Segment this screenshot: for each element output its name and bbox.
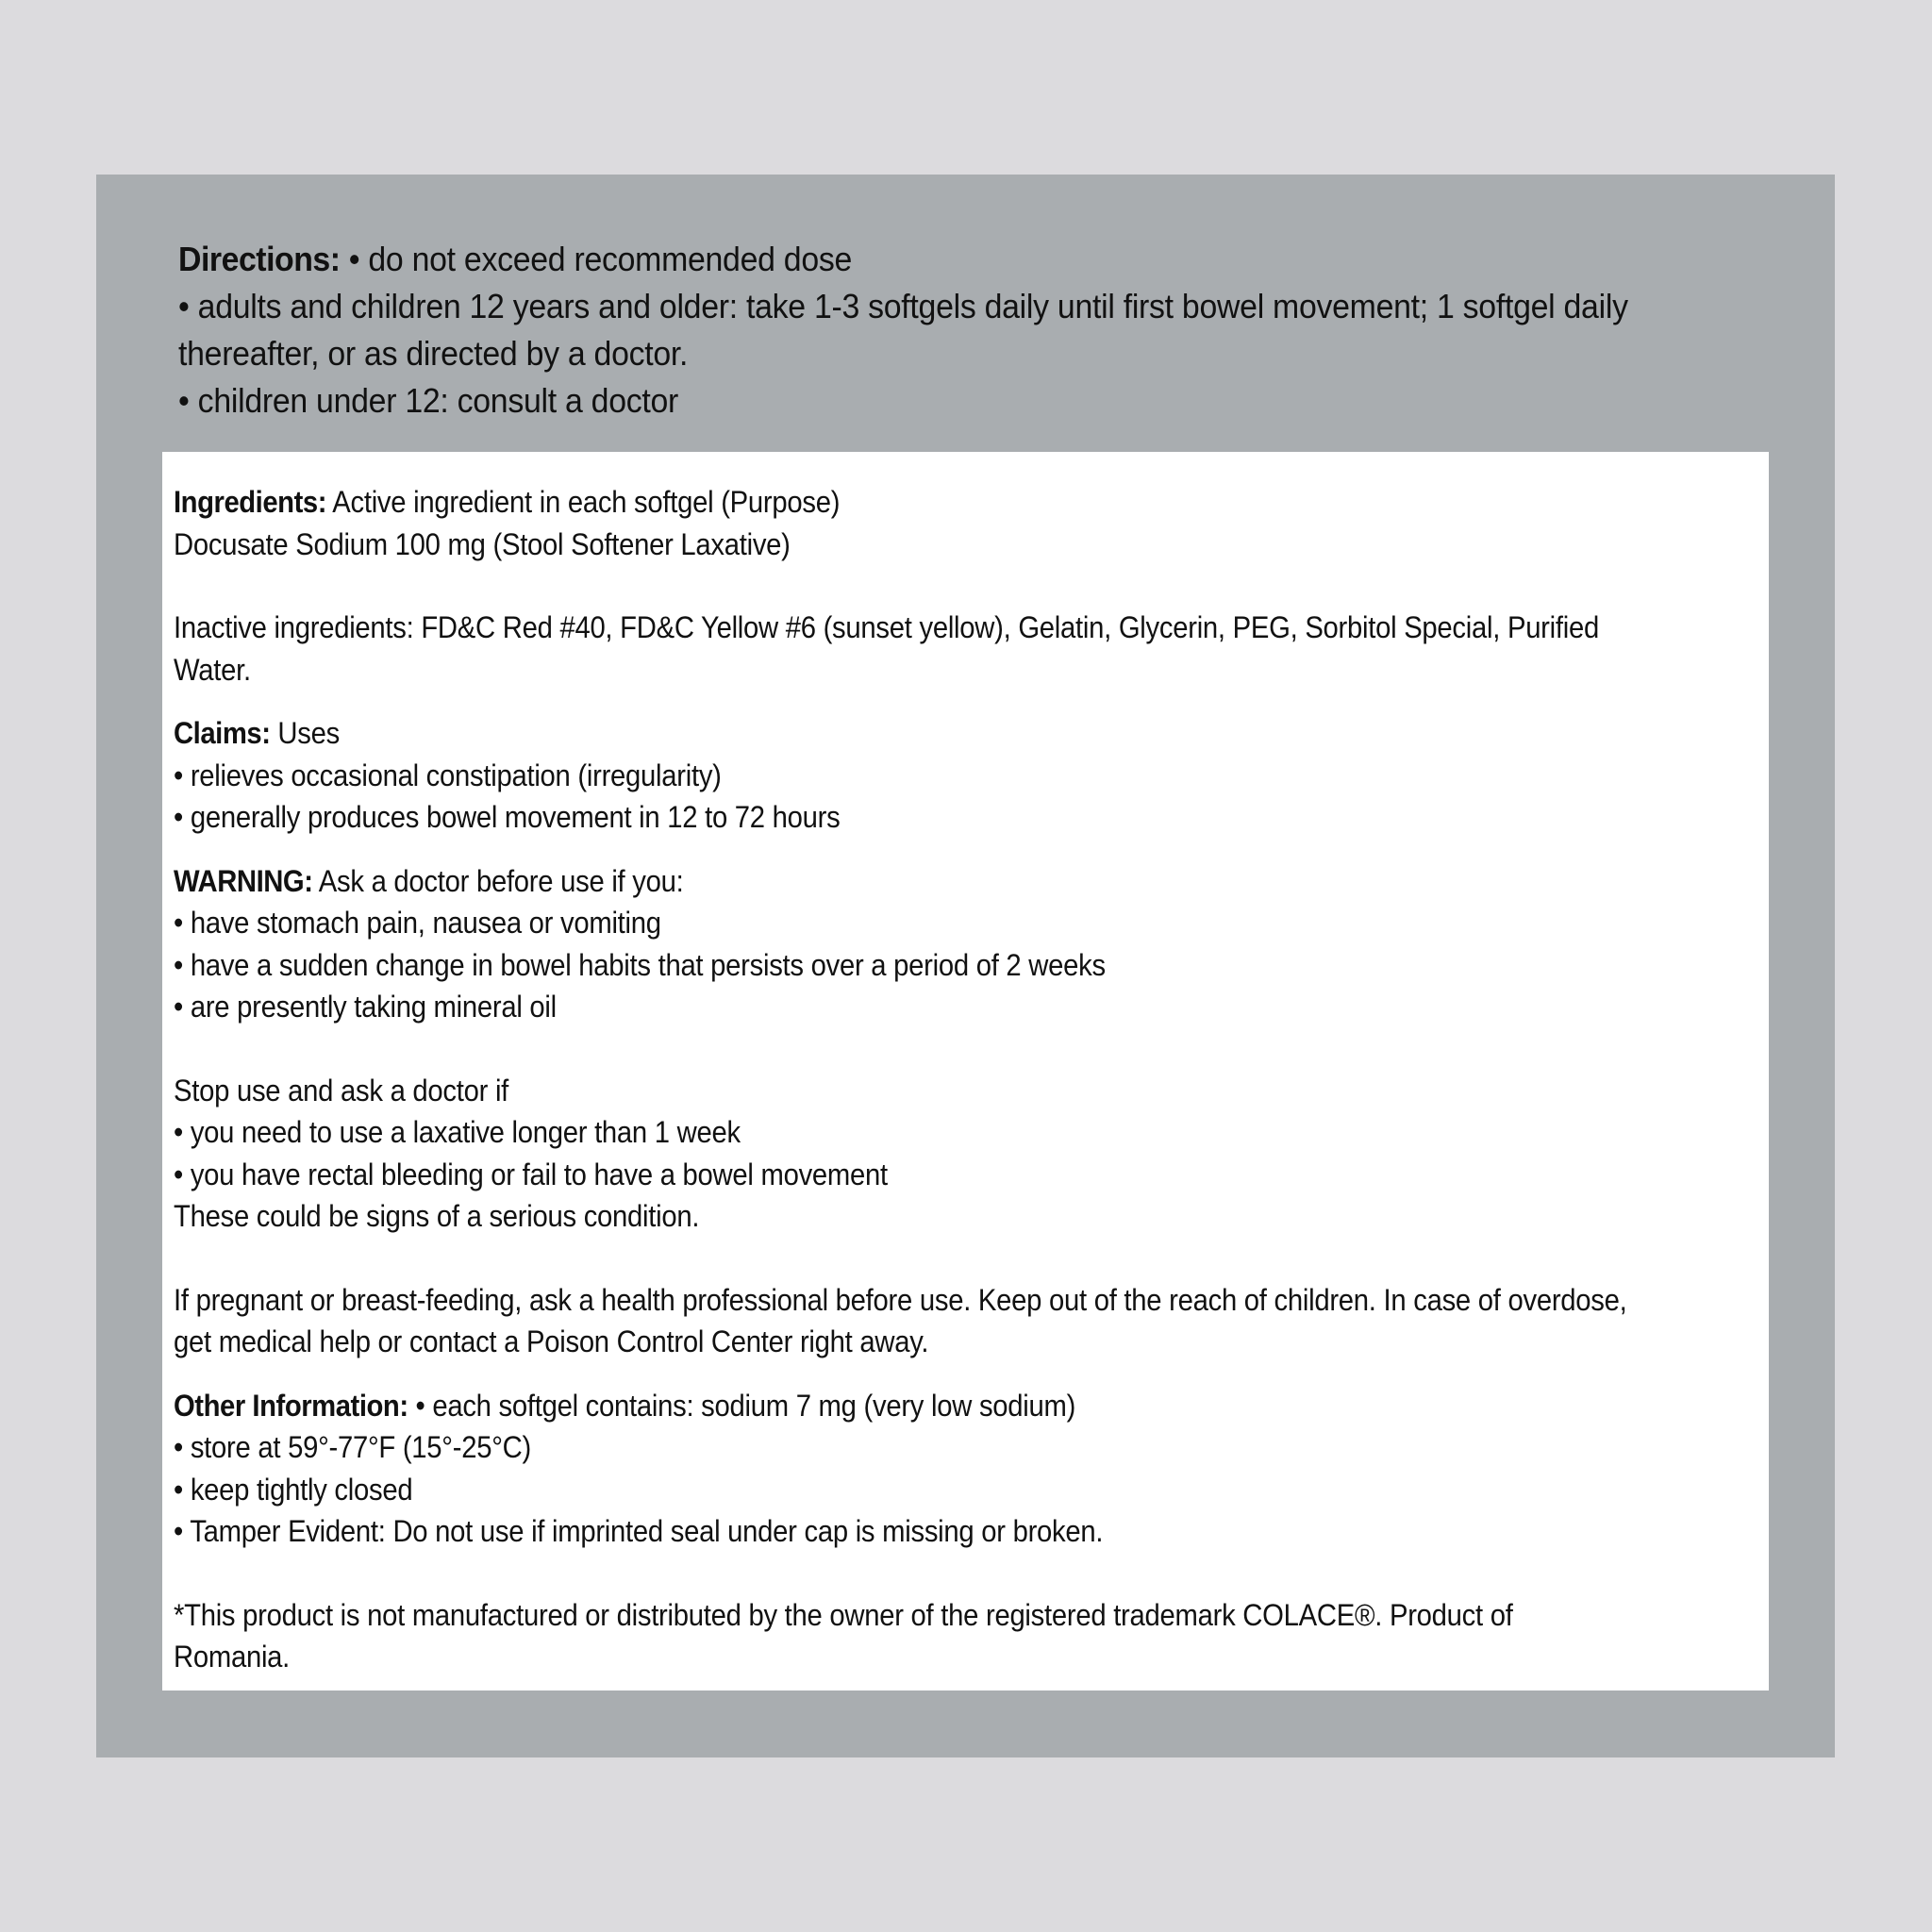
list-item: • relieves occasional constipation (irregularity) — [174, 758, 722, 792]
warning-section — [174, 860, 1634, 1363]
claims-label: Claims: — [174, 716, 271, 750]
stop-use-heading: Stop use and ask a doctor if — [174, 1073, 509, 1108]
claims-text: Uses — [270, 716, 340, 750]
inactive-ingredients-cont: Water. — [174, 652, 251, 687]
other-information-text: • each softgel contains: sodium 7 mg (very low sodium) — [408, 1388, 1076, 1423]
directions-label: Directions: — [178, 240, 341, 278]
pregnancy-warning-cont: get medical help or contact a Poison Control Center right away. — [174, 1324, 929, 1358]
directions-line: thereafter, or as directed by a doctor. — [178, 334, 689, 373]
ingredients-label: Ingredients: — [174, 485, 326, 519]
list-item: • generally produces bowel movement in 12 to 72 hours — [174, 800, 841, 834]
warning-text: Ask a doctor before use if you: — [312, 863, 684, 898]
list-item: • are presently taking mineral oil — [174, 990, 557, 1024]
info-card-text — [174, 481, 1634, 1678]
warning-line — [174, 860, 1634, 903]
serious-condition-text: These could be signs of a serious condition. — [174, 1199, 700, 1233]
inactive-ingredients: Inactive ingredients: FD&C Red #40, FD&C Yellow #6 (sunset yellow), Gelatin, Glycerin, PEG, Sorbitol Special, Purified — [174, 610, 1599, 644]
directions-section — [178, 236, 1686, 425]
directions-line: • adults and children 12 years and older: take 1-3 softgels daily until first bowel movement; 1 softgel daily — [178, 287, 1628, 325]
other-information-line — [174, 1385, 1634, 1427]
list-item: • Tamper Evident: Do not use if imprinted seal under cap is missing or broken. — [174, 1514, 1104, 1548]
list-item: • store at 59°-77°F (15°-25°C) — [174, 1430, 531, 1464]
list-item: • keep tightly closed — [174, 1472, 413, 1507]
claims-section — [174, 712, 1634, 839]
list-item: • you have rectal bleeding or fail to have a bowel movement — [174, 1157, 888, 1191]
list-item: • have stomach pain, nausea or vomiting — [174, 906, 661, 940]
list-item: • have a sudden change in bowel habits that persists over a period of 2 weeks — [174, 947, 1106, 982]
directions-text: • do not exceed recommended dose — [340, 240, 853, 278]
other-information-section — [174, 1385, 1634, 1553]
ingredients-text: Active ingredient in each softgel (Purpose) — [326, 485, 841, 519]
claims-line — [174, 712, 1634, 755]
list-item: • you need to use a laxative longer than 1 week — [174, 1115, 741, 1149]
directions-line: • children under 12: consult a doctor — [178, 381, 679, 420]
warning-label: WARNING: — [174, 863, 313, 898]
active-ingredient: Docusate Sodium 100 mg (Stool Softener Laxative) — [174, 526, 791, 561]
disclaimer-section — [174, 1594, 1634, 1678]
pregnancy-warning: If pregnant or breast-feeding, ask a health professional before use. Keep out of the reach of children. In case of overdose, — [174, 1282, 1627, 1317]
disclaimer-text-cont: Romania. — [174, 1640, 291, 1674]
other-information-label: Other Information: — [174, 1388, 408, 1423]
directions-line — [178, 236, 1686, 283]
ingredients-section — [174, 481, 1634, 691]
ingredients-line — [174, 481, 1634, 524]
disclaimer-text: *This product is not manufactured or distributed by the owner of the registered trademark COLACE®. Product of — [174, 1597, 1513, 1632]
